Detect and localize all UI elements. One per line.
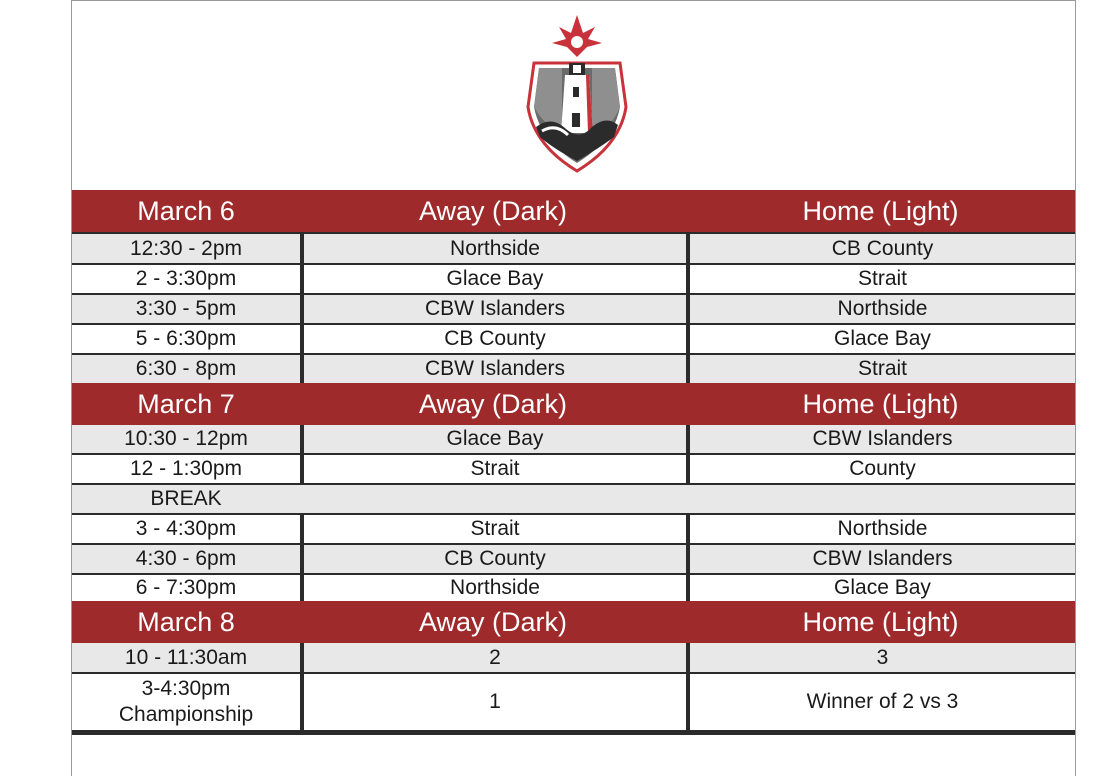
table-row [72,293,1075,323]
game-time-cell [72,674,300,730]
away-team: 1 [300,674,686,730]
game-time: 6 - 7:30pm [135,576,237,599]
away-column-heading: Away (Dark) [418,606,568,637]
home-team: Glace Bay [686,575,1075,601]
date-heading: March 7 [137,388,235,419]
table-row [72,672,1075,730]
home-team: CB County [686,234,1075,263]
away-team: CBW Islanders [300,295,686,323]
away-column-heading: Away (Dark) [418,388,568,419]
away-team: CBW Islanders [300,355,686,383]
table-row [72,263,1075,293]
date-heading: March 8 [137,606,235,637]
game-time: 3:30 - 5pm [135,297,237,320]
break-row [72,483,1075,513]
game-time: 3 - 4:30pm [135,517,237,540]
table-row [72,323,1075,353]
break-label: BREAK [150,487,222,510]
game-time: 6:30 - 8pm [135,357,237,380]
away-column-heading: Away (Dark) [418,195,568,226]
game-time: 12 - 1:30pm [129,457,243,480]
home-team: CBW Islanders [686,425,1075,453]
away-team: 2 [300,643,686,672]
home-team: Winner of 2 vs 3 [686,674,1075,730]
table-row [72,573,1075,601]
section-header [72,190,1075,232]
home-team: CBW Islanders [686,545,1075,573]
game-time: 10:30 - 12pm [124,427,248,450]
game-time: 12:30 - 2pm [129,236,243,260]
table-row [72,232,1075,263]
home-column-heading: Home (Light) [802,195,959,226]
home-team: County [686,455,1075,483]
table-row [72,425,1075,453]
table-row [72,513,1075,543]
home-team: Northside [686,295,1075,323]
table-bottom-rule [72,730,1075,735]
home-team: Strait [686,265,1075,293]
game-subtitle: Championship [118,703,254,726]
away-team: Glace Bay [300,425,686,453]
game-time: 5 - 6:30pm [135,327,237,350]
away-team: Northside [300,575,686,601]
away-team: CB County [300,325,686,353]
away-team: CB County [300,545,686,573]
away-team: Strait [300,515,686,543]
home-team: Northside [686,515,1075,543]
home-team: Strait [686,355,1075,383]
table-row [72,643,1075,672]
lighthouse-shield-logo-icon [522,15,632,173]
game-schedule-table [72,190,1075,735]
game-time: 4:30 - 6pm [135,547,237,570]
home-team: Glace Bay [686,325,1075,353]
table-row [72,353,1075,383]
home-team: 3 [686,643,1075,672]
table-row [72,543,1075,573]
game-time: 2 - 3:30pm [135,267,237,290]
home-column-heading: Home (Light) [802,388,959,419]
table-row [72,453,1075,483]
section-header [72,601,1075,643]
away-team: Strait [300,455,686,483]
section-header [72,383,1075,425]
away-team: Glace Bay [300,265,686,293]
home-column-heading: Home (Light) [802,606,959,637]
game-time: 10 - 11:30am [124,645,248,669]
game-time: 3-4:30pm [141,677,231,700]
date-heading: March 6 [137,195,235,226]
away-team: Northside [300,234,686,263]
schedule-page [71,0,1076,776]
